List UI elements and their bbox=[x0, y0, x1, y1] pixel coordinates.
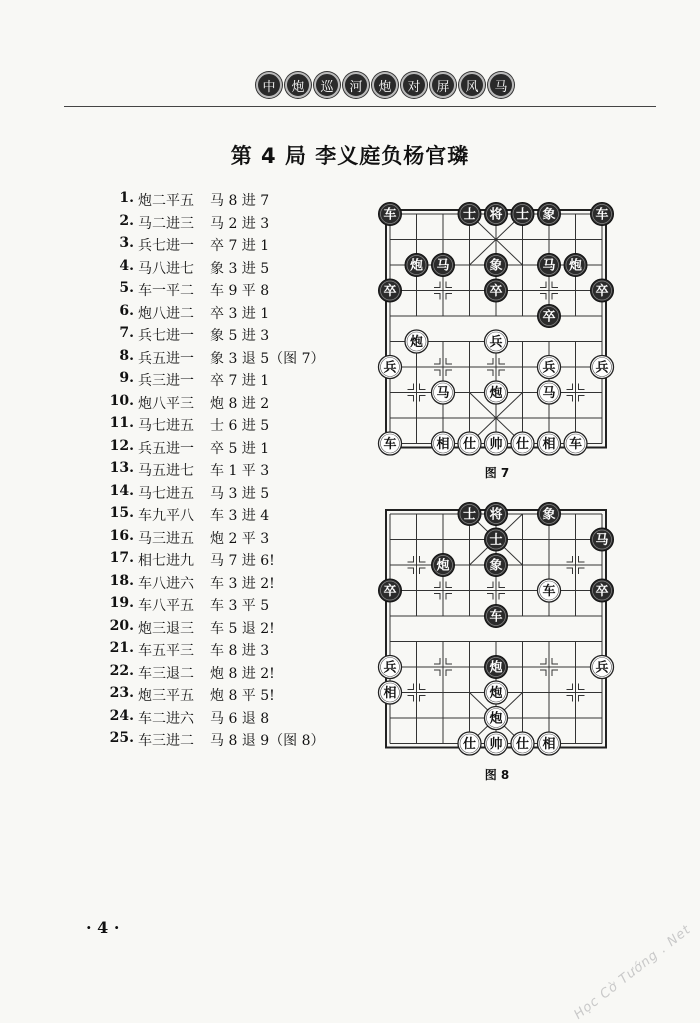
piece-black bbox=[432, 554, 455, 577]
piece-red bbox=[538, 732, 561, 755]
move-num: 15. bbox=[109, 505, 134, 521]
move-row bbox=[88, 393, 325, 416]
move-black: 车 3 进 2! bbox=[210, 575, 275, 592]
move-row bbox=[88, 370, 325, 393]
piece-black bbox=[538, 254, 561, 277]
svg-text:卒: 卒 bbox=[595, 584, 609, 599]
watermark: Học Cờ Tướng . Net bbox=[571, 922, 694, 1023]
move-red: 车九平八 bbox=[138, 508, 194, 524]
move-num: 1. bbox=[119, 190, 134, 206]
piece-black bbox=[591, 528, 614, 551]
svg-text:车: 车 bbox=[489, 609, 503, 625]
header-char: 中 bbox=[256, 72, 282, 98]
piece-black bbox=[458, 203, 481, 226]
piece-red bbox=[485, 707, 508, 730]
board-figure-7 bbox=[370, 196, 620, 470]
piece-red bbox=[379, 656, 402, 679]
move-num: 8. bbox=[119, 347, 134, 364]
piece-black bbox=[405, 254, 428, 277]
move-row bbox=[88, 663, 325, 686]
piece-red bbox=[485, 681, 508, 704]
svg-text:士: 士 bbox=[489, 533, 503, 548]
move-black: 卒 7 进 1 bbox=[210, 238, 270, 254]
svg-text:炮: 炮 bbox=[489, 386, 503, 401]
svg-text:马: 马 bbox=[595, 533, 609, 548]
svg-text:炮: 炮 bbox=[489, 686, 503, 701]
svg-text:兵: 兵 bbox=[383, 360, 397, 376]
move-black: 马 2 进 3 bbox=[210, 215, 270, 232]
move-black: 车 1 平 3 bbox=[210, 463, 270, 479]
header-rule bbox=[64, 106, 656, 107]
header-char: 屏 bbox=[430, 72, 456, 98]
header-char: 马 bbox=[488, 72, 514, 98]
piece-black bbox=[379, 203, 402, 226]
move-black: 车 3 进 4 bbox=[210, 508, 270, 524]
svg-text:卒: 卒 bbox=[383, 284, 397, 299]
piece-red bbox=[538, 579, 561, 602]
svg-text:卒: 卒 bbox=[595, 284, 609, 299]
move-black: 车 5 退 2! bbox=[210, 620, 275, 637]
move-num: 21. bbox=[109, 640, 134, 656]
svg-text:兵: 兵 bbox=[383, 660, 397, 676]
move-row bbox=[88, 618, 325, 641]
move-black: 车 8 进 3 bbox=[210, 643, 270, 659]
svg-text:炮: 炮 bbox=[409, 258, 424, 274]
move-red: 兵五进一 bbox=[138, 350, 194, 367]
svg-text:仕: 仕 bbox=[462, 437, 477, 452]
piece-black bbox=[432, 254, 455, 277]
move-num: 20. bbox=[109, 617, 134, 634]
svg-text:马: 马 bbox=[436, 386, 450, 401]
header-char: 风 bbox=[459, 72, 485, 98]
svg-text:将: 将 bbox=[489, 507, 503, 523]
piece-black bbox=[511, 203, 534, 226]
move-row bbox=[88, 303, 325, 326]
move-row bbox=[88, 190, 325, 213]
move-black: 卒 5 进 1 bbox=[210, 440, 270, 457]
svg-text:炮: 炮 bbox=[568, 258, 583, 274]
move-row bbox=[88, 730, 325, 753]
move-red: 炮八进二 bbox=[138, 305, 194, 322]
piece-black bbox=[591, 579, 614, 602]
piece-black bbox=[485, 254, 508, 277]
svg-text:马: 马 bbox=[436, 258, 450, 274]
move-red: 车八进六 bbox=[138, 575, 194, 592]
move-row bbox=[88, 708, 325, 731]
move-red: 兵五进一 bbox=[138, 440, 194, 457]
svg-text:车: 车 bbox=[383, 207, 397, 223]
svg-text:马: 马 bbox=[542, 386, 556, 401]
move-row bbox=[88, 528, 325, 551]
svg-text:相: 相 bbox=[542, 437, 556, 452]
piece-red bbox=[511, 732, 534, 755]
move-num: 12. bbox=[109, 437, 134, 454]
move-red: 车五平三 bbox=[138, 643, 194, 659]
move-black: 炮 8 进 2! bbox=[210, 665, 275, 682]
move-black: 象 5 进 3 bbox=[210, 328, 270, 344]
svg-text:象: 象 bbox=[489, 558, 503, 574]
figure-caption: 图 7 bbox=[484, 466, 510, 480]
svg-text:相: 相 bbox=[436, 437, 450, 452]
move-black: 卒 7 进 1 bbox=[210, 373, 270, 389]
svg-text:炮: 炮 bbox=[489, 660, 503, 676]
move-red: 炮八平三 bbox=[138, 395, 194, 412]
move-num: 11. bbox=[109, 415, 134, 431]
piece-black bbox=[458, 503, 481, 526]
piece-red bbox=[591, 356, 614, 379]
move-num: 22. bbox=[109, 662, 134, 679]
move-red: 车二进六 bbox=[138, 710, 194, 727]
move-red: 车三退二 bbox=[138, 665, 194, 682]
move-row bbox=[88, 235, 325, 258]
header-char: 河 bbox=[343, 72, 369, 98]
move-num: 14. bbox=[109, 482, 134, 499]
move-red: 兵三进一 bbox=[138, 373, 194, 389]
piece-black bbox=[485, 279, 508, 302]
move-black: 象 3 进 5 bbox=[210, 260, 270, 277]
move-num: 2. bbox=[119, 212, 134, 229]
svg-text:将: 将 bbox=[489, 207, 503, 223]
move-red: 马三进五 bbox=[138, 530, 194, 547]
move-row bbox=[88, 280, 325, 303]
move-row bbox=[88, 460, 325, 483]
svg-text:兵: 兵 bbox=[489, 335, 503, 350]
move-black: 卒 3 进 1 bbox=[210, 305, 270, 322]
piece-black bbox=[379, 279, 402, 302]
piece-red bbox=[432, 381, 455, 404]
move-black: 马 3 进 5 bbox=[210, 485, 270, 502]
piece-black bbox=[538, 203, 561, 226]
piece-black bbox=[485, 554, 508, 577]
piece-red bbox=[485, 432, 508, 455]
move-row bbox=[88, 505, 325, 528]
xiangqi-board bbox=[370, 496, 620, 766]
board-figure-8 bbox=[370, 496, 620, 770]
move-red: 车一平二 bbox=[138, 283, 194, 299]
move-black: 车 9 平 8 bbox=[210, 283, 270, 299]
move-num: 18. bbox=[109, 572, 134, 589]
move-black: 炮 8 进 2 bbox=[210, 395, 270, 412]
move-red: 兵七进一 bbox=[138, 238, 194, 254]
header-char: 巡 bbox=[314, 72, 340, 98]
piece-red bbox=[379, 356, 402, 379]
piece-red bbox=[485, 381, 508, 404]
move-row bbox=[88, 258, 325, 281]
svg-text:象: 象 bbox=[542, 207, 556, 223]
move-row bbox=[88, 483, 325, 506]
move-num: 7. bbox=[119, 325, 134, 341]
piece-red bbox=[564, 432, 587, 455]
move-row bbox=[88, 325, 325, 348]
piece-black bbox=[485, 503, 508, 526]
move-red: 马二进三 bbox=[138, 215, 194, 232]
piece-black bbox=[485, 605, 508, 628]
piece-black bbox=[485, 528, 508, 551]
piece-red bbox=[458, 732, 481, 755]
piece-red bbox=[405, 330, 428, 353]
move-black: 车 3 平 5 bbox=[210, 598, 270, 614]
figure-caption: 图 8 bbox=[484, 768, 510, 782]
svg-text:炮: 炮 bbox=[489, 711, 503, 727]
svg-text:仕: 仕 bbox=[515, 437, 530, 452]
svg-text:兵: 兵 bbox=[542, 360, 556, 376]
piece-red bbox=[458, 432, 481, 455]
svg-text:象: 象 bbox=[542, 507, 556, 523]
svg-text:兵: 兵 bbox=[595, 360, 609, 376]
piece-black bbox=[485, 203, 508, 226]
svg-text:帅: 帅 bbox=[489, 437, 503, 452]
svg-text:相: 相 bbox=[542, 737, 556, 752]
move-red: 马七进五 bbox=[138, 418, 194, 434]
piece-red bbox=[591, 656, 614, 679]
piece-red bbox=[379, 432, 402, 455]
piece-black bbox=[538, 503, 561, 526]
move-black: 象 3 退 5（图 7） bbox=[210, 350, 325, 367]
move-black: 马 6 退 8 bbox=[210, 710, 270, 727]
move-num: 24. bbox=[109, 707, 134, 724]
move-red: 马五进七 bbox=[138, 463, 194, 479]
piece-black bbox=[591, 279, 614, 302]
move-row bbox=[88, 595, 325, 618]
svg-text:车: 车 bbox=[542, 584, 556, 599]
page-number: · 4 · bbox=[86, 918, 120, 937]
svg-text:炮: 炮 bbox=[409, 335, 424, 350]
move-row bbox=[88, 438, 325, 461]
move-num: 23. bbox=[109, 685, 134, 701]
piece-black bbox=[564, 254, 587, 277]
piece-black bbox=[485, 656, 508, 679]
move-black: 马 7 进 6! bbox=[210, 553, 275, 569]
svg-text:仕: 仕 bbox=[515, 737, 530, 752]
move-num: 25. bbox=[109, 730, 134, 746]
svg-text:车: 车 bbox=[568, 437, 583, 452]
move-black: 马 8 退 9（图 8） bbox=[210, 733, 325, 749]
move-red: 兵七进一 bbox=[138, 328, 194, 344]
game-title: 第 4 局 李义庭负杨官璘 bbox=[230, 144, 470, 168]
move-row bbox=[88, 640, 325, 663]
move-row bbox=[88, 573, 325, 596]
move-num: 13. bbox=[109, 460, 134, 476]
move-num: 3. bbox=[119, 235, 134, 251]
piece-black bbox=[591, 203, 614, 226]
piece-red bbox=[379, 681, 402, 704]
move-row bbox=[88, 550, 325, 573]
svg-text:卒: 卒 bbox=[542, 309, 556, 325]
svg-text:车: 车 bbox=[383, 437, 397, 452]
move-red: 相七进九 bbox=[138, 553, 194, 569]
move-num: 5. bbox=[119, 280, 134, 296]
move-row bbox=[88, 415, 325, 438]
move-num: 16. bbox=[109, 527, 134, 544]
piece-red bbox=[485, 732, 508, 755]
move-black: 士 6 进 5 bbox=[210, 418, 270, 434]
piece-red bbox=[538, 356, 561, 379]
running-header bbox=[256, 72, 514, 100]
piece-black bbox=[538, 305, 561, 328]
move-black: 马 8 进 7 bbox=[210, 193, 270, 209]
svg-text:帅: 帅 bbox=[489, 737, 503, 752]
header-char: 炮 bbox=[285, 72, 311, 98]
svg-text:士: 士 bbox=[462, 207, 477, 223]
svg-text:象: 象 bbox=[489, 258, 503, 274]
move-num: 17. bbox=[109, 550, 134, 566]
move-red: 炮三平五 bbox=[138, 688, 194, 704]
move-num: 10. bbox=[109, 392, 134, 409]
svg-text:炮: 炮 bbox=[436, 558, 450, 574]
piece-red bbox=[511, 432, 534, 455]
svg-text:相: 相 bbox=[383, 686, 397, 701]
move-row bbox=[88, 685, 325, 708]
svg-text:仕: 仕 bbox=[462, 737, 477, 752]
move-black: 炮 2 平 3 bbox=[210, 530, 270, 547]
header-char: 炮 bbox=[372, 72, 398, 98]
move-red: 马七进五 bbox=[138, 485, 194, 502]
header-char: 对 bbox=[401, 72, 427, 98]
move-black: 炮 8 平 5! bbox=[210, 688, 275, 704]
move-num: 6. bbox=[119, 302, 134, 319]
piece-red bbox=[538, 381, 561, 404]
svg-text:卒: 卒 bbox=[489, 284, 503, 299]
move-list bbox=[88, 190, 325, 753]
xiangqi-board bbox=[370, 196, 620, 466]
move-num: 19. bbox=[109, 595, 134, 611]
move-row bbox=[88, 213, 325, 236]
move-num: 4. bbox=[119, 257, 134, 274]
move-num: 9. bbox=[119, 370, 134, 386]
svg-text:卒: 卒 bbox=[383, 584, 397, 599]
piece-red bbox=[538, 432, 561, 455]
svg-text:兵: 兵 bbox=[595, 660, 609, 676]
piece-red bbox=[485, 330, 508, 353]
move-red: 车八平五 bbox=[138, 598, 194, 614]
move-red: 炮三退三 bbox=[138, 620, 194, 637]
move-row bbox=[88, 348, 325, 371]
svg-text:马: 马 bbox=[542, 258, 556, 274]
move-red: 炮二平五 bbox=[138, 193, 194, 209]
move-red: 车三进二 bbox=[138, 733, 194, 749]
piece-black bbox=[379, 579, 402, 602]
svg-text:士: 士 bbox=[515, 207, 530, 223]
move-red: 马八进七 bbox=[138, 260, 194, 277]
svg-text:士: 士 bbox=[462, 507, 477, 523]
svg-text:车: 车 bbox=[595, 207, 609, 223]
piece-red bbox=[432, 432, 455, 455]
